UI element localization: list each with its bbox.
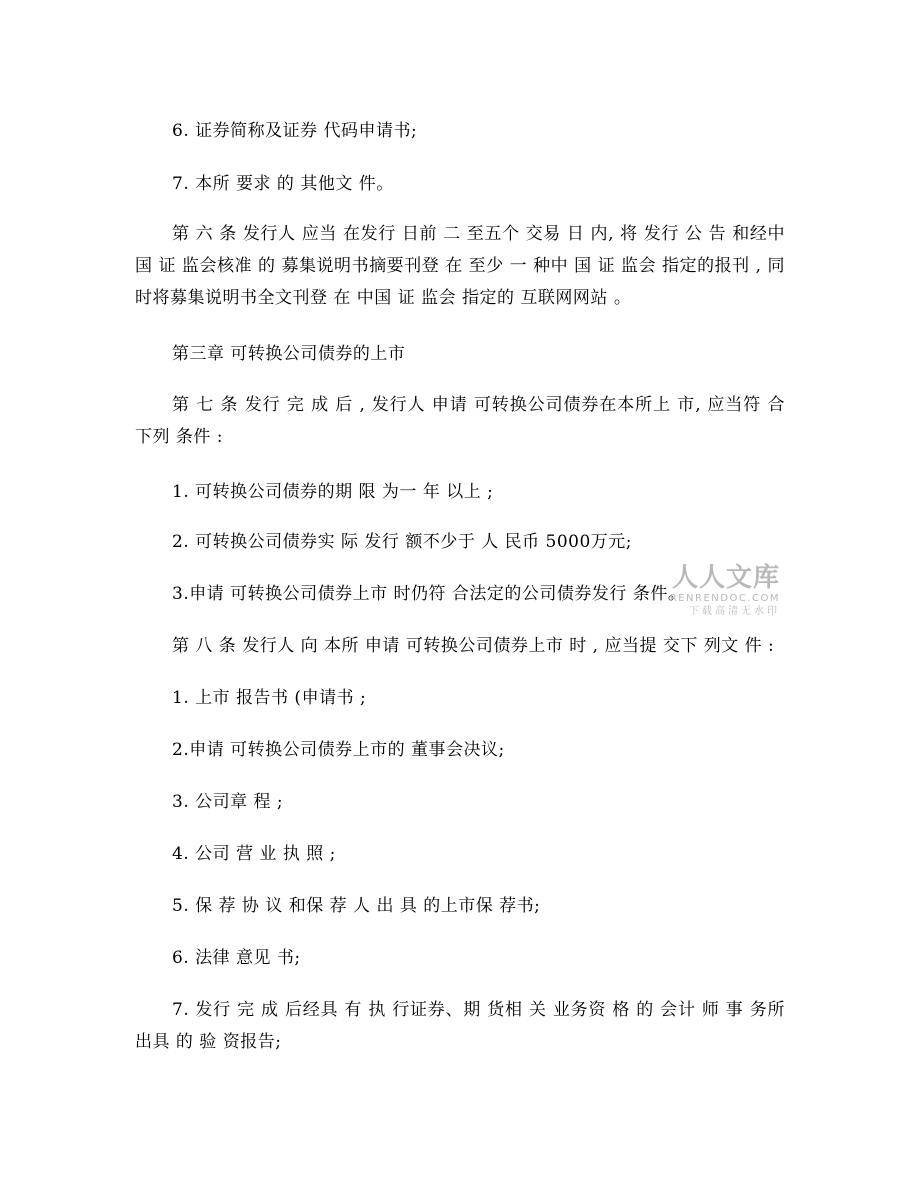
- watermark-subtitle: 下载高清无水印: [689, 606, 780, 617]
- paragraph-2: 7. 本所 要求 的 其他文 件。: [172, 174, 394, 194]
- paragraph-9: 第 八 条 发行人 向 本所 申请 可转换公司债券上市 时 , 应当提 交下 列文 件 :: [172, 636, 775, 656]
- paragraph-12: 3. 公司章 程 ;: [172, 792, 284, 812]
- paragraph-6: 1. 可转换公司债券的期 限 为一 年 以上 ;: [172, 482, 494, 502]
- paragraph-15: 6. 法律 意见 书;: [172, 948, 301, 968]
- paragraph-1: 6. 证券简称及证券 代码申请书;: [172, 121, 418, 141]
- chapter-heading: 第三章 可转换公司债券的上市: [172, 344, 406, 364]
- watermark: [640, 563, 780, 619]
- paragraph-8: 3.申请 可转换公司债券上市 时仍符 合法定的公司债券发行 条件。: [172, 584, 686, 604]
- paragraph-3: 第 六 条 发行人 应当 在发行 日前 二 至五个 交易 日 内, 将 发行 公 告 和经中国 证 监会核准 的 募集说明书摘要刊登 在 至少 一 种中 国 证 监会 指定的报刊 , 同时将募集说明书全文刊登 在 中国 证 监会 指定的 互联网网站 。: [135, 224, 785, 308]
- paragraph-13: 4. 公司 营 业 执 照 ;: [172, 844, 336, 864]
- paragraph-14: 5. 保 荐 协 议 和保 荐 人 出 具 的上市保 荐书;: [172, 896, 541, 916]
- watermark-title: 人人文库: [671, 563, 780, 593]
- paragraph-11: 2.申请 可转换公司债券上市的 董事会决议;: [172, 740, 505, 760]
- paragraph-5: 第 七 条 发行 完 成 后 , 发行人 申请 可转换公司债券在本所上 市, 应当符 合下列 条件 :: [135, 395, 785, 447]
- watermark-url: RENRENDOC.COM: [669, 593, 780, 604]
- paragraph-16: 7. 发行 完 成 后经具 有 执 行证券、期 货相 关 业务资 格 的 会计 师 事 务所 出具 的 验 资报告;: [135, 1000, 785, 1052]
- paragraph-7: 2. 可转换公司债券实 际 发行 额不少于 人 民币 5000万元;: [172, 532, 633, 552]
- paragraph-10: 1. 上市 报告书 (申请书 ;: [172, 688, 367, 708]
